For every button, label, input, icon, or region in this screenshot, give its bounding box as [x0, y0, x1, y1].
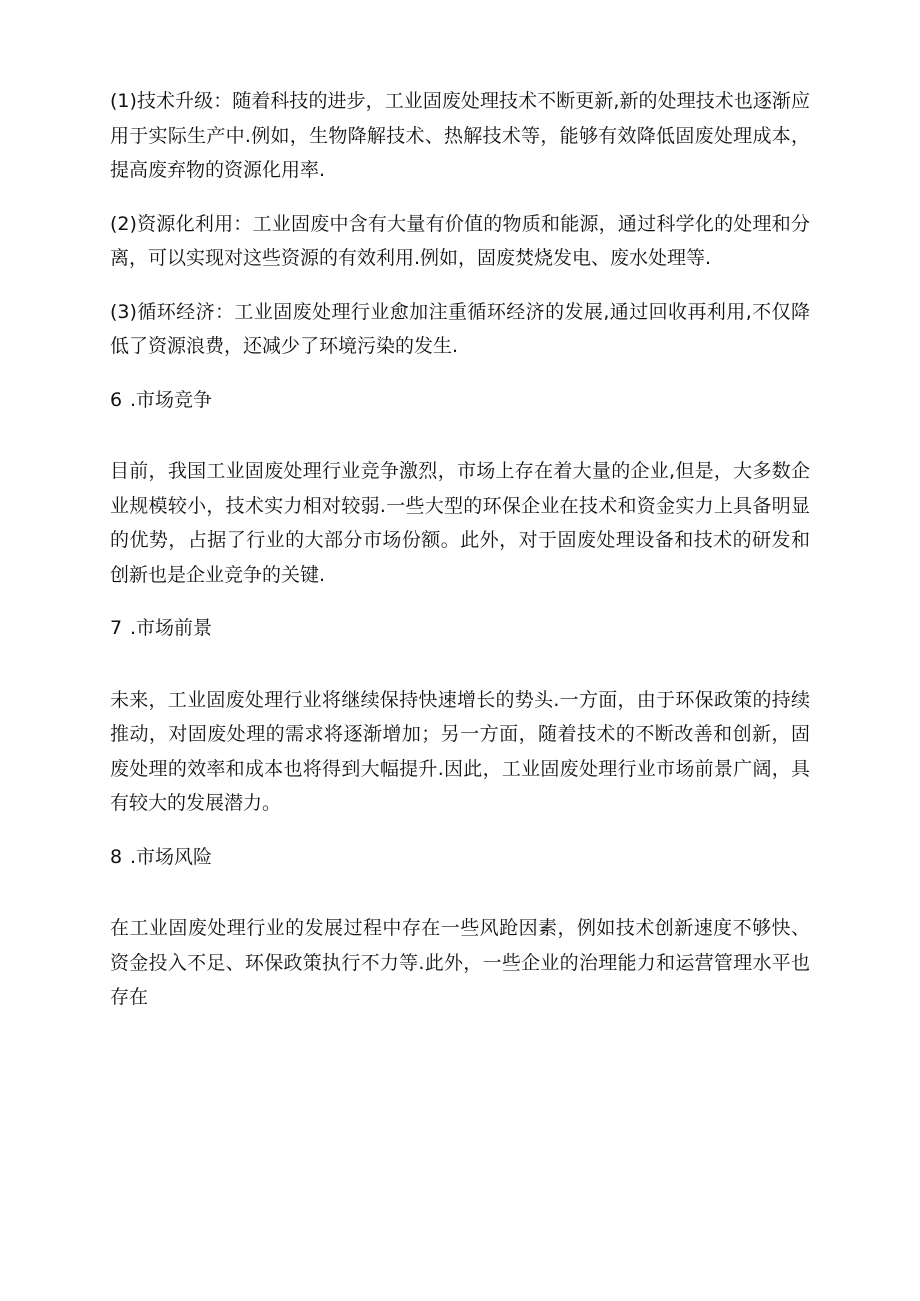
- section-title: .市场风险: [130, 845, 213, 868]
- paragraph-resource-utilization: (2)资源化利用：工业固废中含有大量有价值的物质和能源，通过科学化的处理和分离，可以实现对这些资源的有效利用.例如，固废焚烧发电、废水处理等.: [110, 212, 810, 269]
- paragraph-technology-upgrade: (1)技术升级：随着科技的进步，工业固废处理技术不断更新,新的处理技术也逐渐应用于实际生产中.例如，生物降解技术、热解技术等，能够有效降低固废处理成本，提高废弃物的资源化用率.: [110, 90, 810, 181]
- section-title: .市场竞争: [130, 388, 213, 411]
- section-number: 7: [110, 617, 123, 639]
- document-page: [110, 84, 810, 1034]
- section-title: .市场前景: [130, 617, 213, 639]
- section-number: 8: [110, 845, 123, 868]
- section-heading-market-competition: [110, 383, 810, 418]
- paragraph-market-prospects: 未来，工业固废处理行业将继续保持快速增长的势头.一方面，由于环保政策的持续推动，对固废处理的需求将逐渐增加；另一方面，随着技术的不断改善和创新，固废处理的效率和成本也将得到大幅提升.因此，工业固废处理行业市场前景广阔，具有较大的发展潜力。: [110, 688, 810, 814]
- section-heading-market-risk: [110, 840, 810, 875]
- section-number: 6: [110, 388, 123, 411]
- section-heading-market-prospects: [110, 611, 810, 646]
- paragraph-market-risk: 在工业固废处理行业的发展过程中存在一些风跄因素，例如技术创新速度不够快、资金投入不足、环保政策执行不力等.此外，一些企业的治理能力和运营管理水平也存在: [110, 917, 810, 1008]
- paragraph-circular-economy: (3)循环经济：工业固废处理行业愈加注重循环经济的发展,通过回收再利用,不仅降低了资源浪费，还减少了环境污染的发生.: [110, 300, 810, 357]
- paragraph-market-competition: 目前，我国工业固废处理行业竞争激烈，市场上存在着大量的企业,但是，大多数企业规模较小，技术实力相对较弱.一些大型的环保企业在技术和资金实力上具备明显的优势，占据了行业的大部分市场份额。此外，对于固废处理设备和技术的研发和创新也是企业竞争的关键.: [110, 460, 810, 586]
